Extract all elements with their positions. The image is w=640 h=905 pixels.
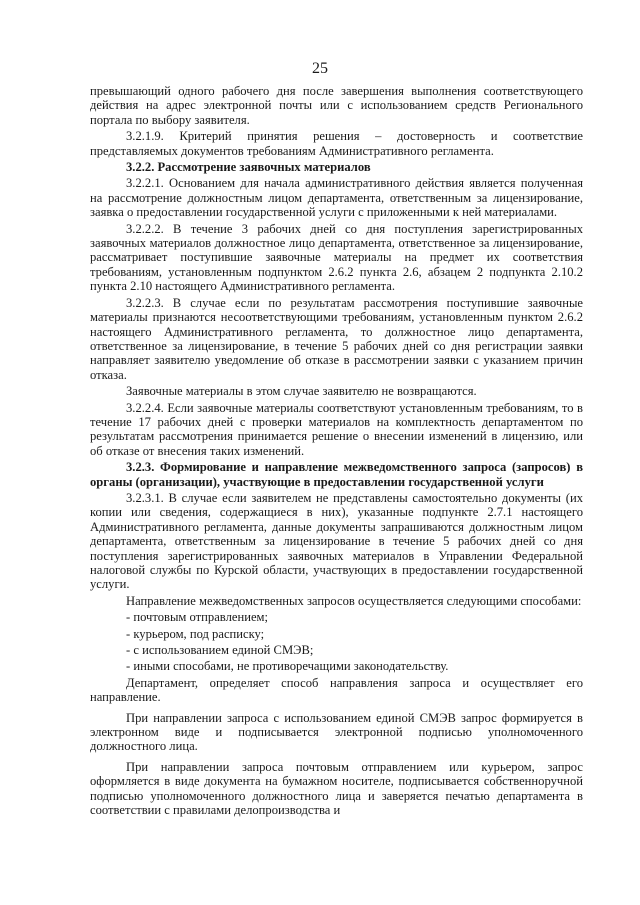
list-item: - с использованием единой СМЭВ; xyxy=(90,643,583,657)
list-item: - курьером, под расписку; xyxy=(90,627,583,641)
paragraph-3-2-3-1: 3.2.3.1. В случае если заявителем не представлены самостоятельно документы (их копии или сведения, содержащиеся в них), указанные подпункте 2.7.1 настоящего Административного регламента, данные документы запрашиваются должностным лицом департамента, ответственным за лицензирование в течение 5 рабочих дней со дня поступления зарегистрированных заявочных материалов в Управлении Федеральной налоговой службы по Курской области, участвующих в предоставлении государственной услуги. xyxy=(90,490,583,592)
paragraph-materials-not-returned: Заявочные материалы в этом случае заявителю не возвращаются. xyxy=(126,384,477,399)
paragraph-department-method: Департамент, определяет способ направления запроса и осуществляет его направление. xyxy=(90,675,583,705)
paragraph-3-2-1-9: 3.2.1.9. Критерий принятия решения – достоверность и соответствие представляемых документов требованиям Административного регламента. xyxy=(90,129,583,158)
page-number: 25 xyxy=(312,60,328,77)
paragraph-postal-request: При направлении запроса почтовым отправлением или курьером, запрос оформляется в виде документа на бумажном носителе, подписывается собственноручной подписью уполномоченного должностного лица и заверяется печатью департамента в соответствии с правилами делопроизводства и xyxy=(90,759,583,818)
paragraph-3-2-2-2: 3.2.2.2. В течение 3 рабочих дней со дня поступления зарегистрированных заявочных материалов должностное лицо департамента, ответственное за лицензирование, рассматривает поступившие заявочные материалы на предмет их соответствия требованиям, установленным подпунктом 2.6.2 пункта 2.6, абзацем 2 подпункта 2.10.2 пункта 2.10 настоящего Административного регламента. xyxy=(90,221,583,294)
list-item: - почтовым отправлением; xyxy=(90,610,583,624)
section-heading-3-2-3: 3.2.3. Формирование и направление межведомственного запроса (запросов) в органы (организации), участвующие в предоставлении государственной услуги xyxy=(90,460,583,489)
paragraph-smev-request: При направлении запроса с использованием единой СМЭВ запрос формируется в электронном виде и подписывается электронной подписью уполномоченного должностного лица. xyxy=(90,710,583,754)
paragraph-request-methods-intro: Направление межведомственных запросов осуществляется следующими способами: xyxy=(126,593,582,608)
paragraph-3-2-2-3: 3.2.2.3. В случае если по результатам рассмотрения поступившие заявочные материалы признаются несоответствующими требованиям, установленным пунктом 2.6.2 настоящего Административного регламента, то должностное лицо департамента, ответственное за лицензирование, в течение 5 рабочих дней со дня регистрации заявки направляет заявителю уведомление об отказе в рассмотрении заявки с указанием причин отказа. xyxy=(90,295,583,382)
paragraph-3-2-2-4: 3.2.2.4. Если заявочные материалы соответствуют установленным требованиям, то в течение 17 рабочих дней с проверки материалов на комплектность департаментом по результатам рассмотрения принимается решение о внесении изменений в лицензию, или об отказе от внесения таких изменений. xyxy=(90,400,583,458)
paragraph-3-2-2-1: 3.2.2.1. Основанием для начала административного действия является полученная на рассмотрение должностным лицом департамента, ответственным за лицензирование, заявка о предоставлении государственной услуги с приложенными к ней материалами. xyxy=(90,176,583,220)
request-methods-list xyxy=(90,610,583,674)
list-item: - иными способами, не противоречащими законодательству. xyxy=(90,659,583,673)
paragraph-continuation: превышающий одного рабочего дня после завершения выполнения соответствующего действия на адрес электронной почты или с использованием средств Регионального портала по выбору заявителя. xyxy=(90,84,583,127)
section-heading-3-2-2: 3.2.2. Рассмотрение заявочных материалов xyxy=(126,160,371,175)
document-body xyxy=(90,84,583,820)
